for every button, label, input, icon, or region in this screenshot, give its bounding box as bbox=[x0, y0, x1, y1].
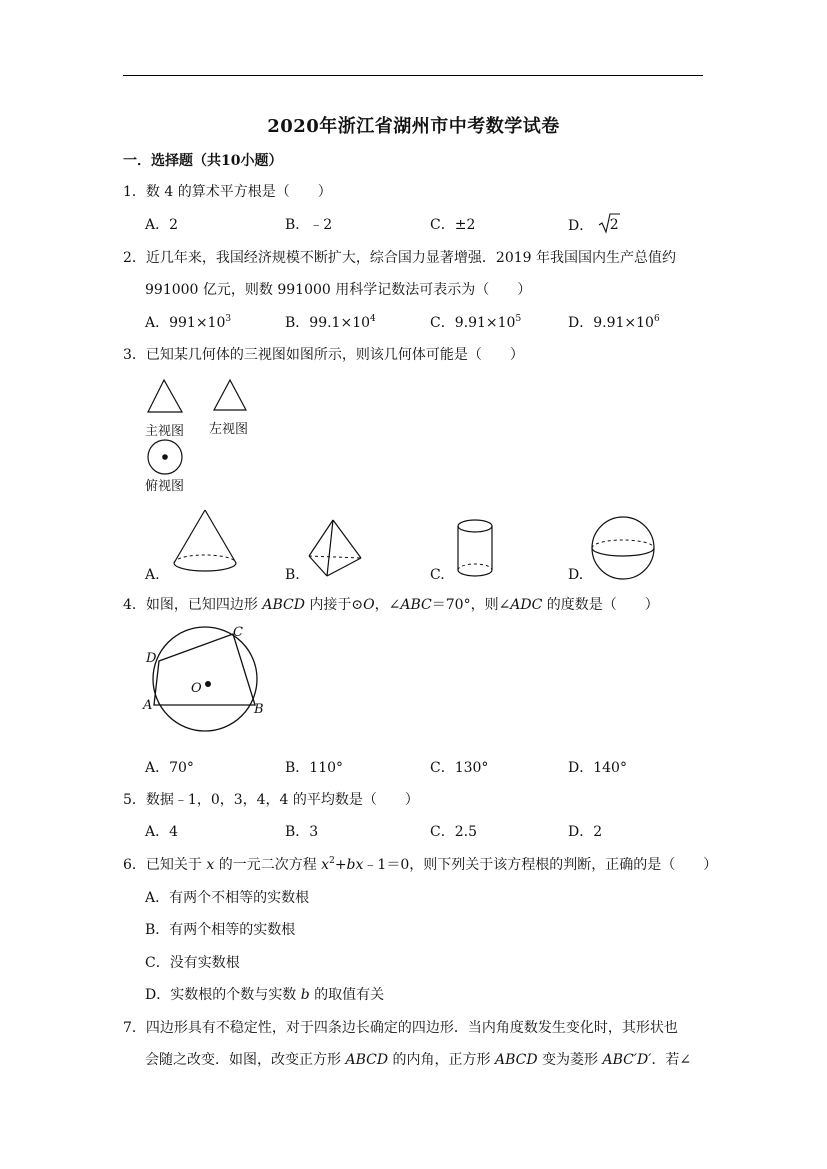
q2-option-c-base: C．9.91×10 bbox=[430, 315, 516, 331]
q2-option-b-exp: 4 bbox=[370, 314, 376, 324]
q1-option-d[interactable] bbox=[568, 215, 620, 236]
q4-option-c[interactable]: C．130° bbox=[430, 760, 489, 776]
label-a: A bbox=[143, 698, 153, 713]
label-c: C bbox=[233, 625, 243, 640]
top-view-label: 俯视图 bbox=[145, 479, 185, 494]
q2-option-b-base: B．99.1×10 bbox=[285, 315, 371, 331]
sphere-icon[interactable] bbox=[590, 514, 660, 584]
q6-option-b[interactable]: B．有两个相等的实数根 bbox=[145, 922, 296, 938]
q5-option-a[interactable]: A．4 bbox=[145, 824, 179, 840]
q4-option-d[interactable]: D．140° bbox=[568, 760, 627, 776]
q7-rhombus: ABC′D′ bbox=[602, 1052, 652, 1068]
q7-square-2: ABCD bbox=[494, 1052, 538, 1068]
q6-eq-plus: + bbox=[334, 857, 347, 873]
q3-option-c-label[interactable]: C. bbox=[430, 567, 445, 583]
q6-option-d-suffix: 的取值有关 bbox=[309, 987, 385, 1003]
q5-option-d[interactable]: D．2 bbox=[568, 824, 603, 840]
q5-option-c[interactable]: C．2.5 bbox=[430, 824, 477, 840]
question-6 bbox=[123, 855, 717, 875]
question-4 bbox=[123, 595, 659, 615]
q6-option-d-var: b bbox=[300, 987, 310, 1003]
q6-eq-bx: bx bbox=[346, 857, 364, 873]
q4-suffix: 的度数是（ ） bbox=[542, 597, 659, 613]
q4-angle-2: ADC bbox=[510, 597, 543, 613]
label-o: O bbox=[191, 681, 202, 696]
q5-option-b[interactable]: B．3 bbox=[285, 824, 319, 840]
q6-eq-rest: ﹣1＝0，则下列关于该方程根的判断，正确的是（ ） bbox=[363, 857, 718, 873]
header-rule bbox=[123, 75, 703, 76]
q6-option-d[interactable] bbox=[145, 985, 384, 1005]
q7-prefix: 会随之改变．如图，改变正方形 bbox=[145, 1052, 346, 1068]
q1-option-a[interactable]: A．2 bbox=[145, 217, 179, 233]
section-heading: 一．选择题（共10小题） bbox=[123, 153, 283, 169]
cylinder-icon[interactable] bbox=[455, 518, 499, 582]
pyramid-icon[interactable] bbox=[303, 518, 365, 584]
q6-option-d-prefix: D．实数根的个数与实数 bbox=[145, 987, 301, 1003]
q1-option-d-label: D． bbox=[568, 218, 594, 234]
q6-eq-exp: 2 bbox=[329, 856, 335, 866]
q4-angle-1: ABC bbox=[400, 597, 432, 613]
front-view-triangle-icon bbox=[146, 378, 186, 414]
left-view-label: 左视图 bbox=[209, 422, 249, 437]
cone-icon[interactable] bbox=[170, 508, 242, 578]
q2-option-a[interactable] bbox=[145, 313, 231, 333]
q6-mid: 的一元二次方程 bbox=[214, 857, 322, 873]
label-d: D bbox=[146, 651, 157, 666]
q4-circle: O bbox=[363, 597, 375, 613]
q3-option-a-label[interactable]: A. bbox=[145, 567, 160, 583]
q4-mid-1: 内接于⊙ bbox=[304, 597, 364, 613]
page-title: 2020年浙江省湖州市中考数学试卷 bbox=[267, 116, 560, 137]
q4-prefix: 4．如图，已知四边形 bbox=[123, 597, 263, 613]
top-view-circle-icon bbox=[146, 437, 186, 477]
question-7-line-1: 7．四边形具有不稳定性，对于四条边长确定的四边形．当内角度数发生变化时，其形状也 bbox=[123, 1020, 678, 1036]
question-3: 3．已知某几何体的三视图如图所示，则该几何体可能是（ ） bbox=[123, 347, 524, 363]
q1-option-c[interactable]: C．±2 bbox=[430, 217, 476, 233]
q3-option-d-label[interactable]: D. bbox=[568, 567, 584, 583]
q2-option-d[interactable] bbox=[568, 313, 660, 333]
q7-mid-2: 变为菱形 bbox=[537, 1052, 603, 1068]
q6-var: x bbox=[206, 857, 215, 873]
q6-option-c[interactable]: C．没有实数根 bbox=[145, 955, 240, 971]
q6-prefix: 6．已知关于 bbox=[123, 857, 207, 873]
q2-option-c-exp: 5 bbox=[515, 314, 522, 324]
q4-option-a[interactable]: A．70° bbox=[145, 760, 194, 776]
label-b: B bbox=[254, 702, 264, 717]
left-view-triangle-icon bbox=[212, 378, 252, 414]
front-view-label: 主视图 bbox=[145, 424, 185, 439]
q1-option-b[interactable]: B．﹣2 bbox=[285, 217, 333, 233]
question-2-line-2: 991000 亿元，则数 991000 用科学记数法可表示为（ ） bbox=[145, 282, 532, 298]
q7-suffix: ．若∠ bbox=[651, 1052, 692, 1068]
question-2-line-1: 2．近几年来，我国经济规模不断扩大，综合国力显著增强．2019 年我国国内生产总值约 bbox=[123, 250, 676, 266]
question-7-line-2 bbox=[145, 1050, 691, 1070]
q4-quad: ABCD bbox=[262, 597, 305, 613]
question-1: 1．数 4 的算术平方根是（ ） bbox=[123, 184, 332, 200]
q7-mid: 的内角，正方形 bbox=[388, 1052, 495, 1068]
q7-square-1: ABCD bbox=[345, 1052, 389, 1068]
q2-option-b[interactable] bbox=[285, 313, 376, 333]
q3-option-b-label[interactable]: B. bbox=[285, 567, 300, 583]
q4-option-b[interactable]: B．110° bbox=[285, 760, 344, 776]
q4-mid-2: ，∠ bbox=[374, 597, 401, 613]
q6-option-a[interactable]: A．有两个不相等的实数根 bbox=[145, 890, 310, 906]
q4-mid-3: ＝70°，则∠ bbox=[431, 597, 511, 613]
q2-option-a-exp: 3 bbox=[225, 314, 232, 324]
sqrt-symbol bbox=[598, 215, 620, 233]
q2-option-c[interactable] bbox=[430, 313, 521, 333]
q2-option-d-exp: 6 bbox=[653, 314, 660, 324]
question-5: 5．数据﹣1，0，3，4，4 的平均数是（ ） bbox=[123, 792, 419, 808]
radicand: 2 bbox=[609, 217, 619, 233]
q2-option-a-base: A．991×10 bbox=[145, 315, 226, 331]
q6-eq-x: x bbox=[321, 857, 330, 873]
q2-option-d-base: D．9.91×10 bbox=[568, 315, 654, 331]
